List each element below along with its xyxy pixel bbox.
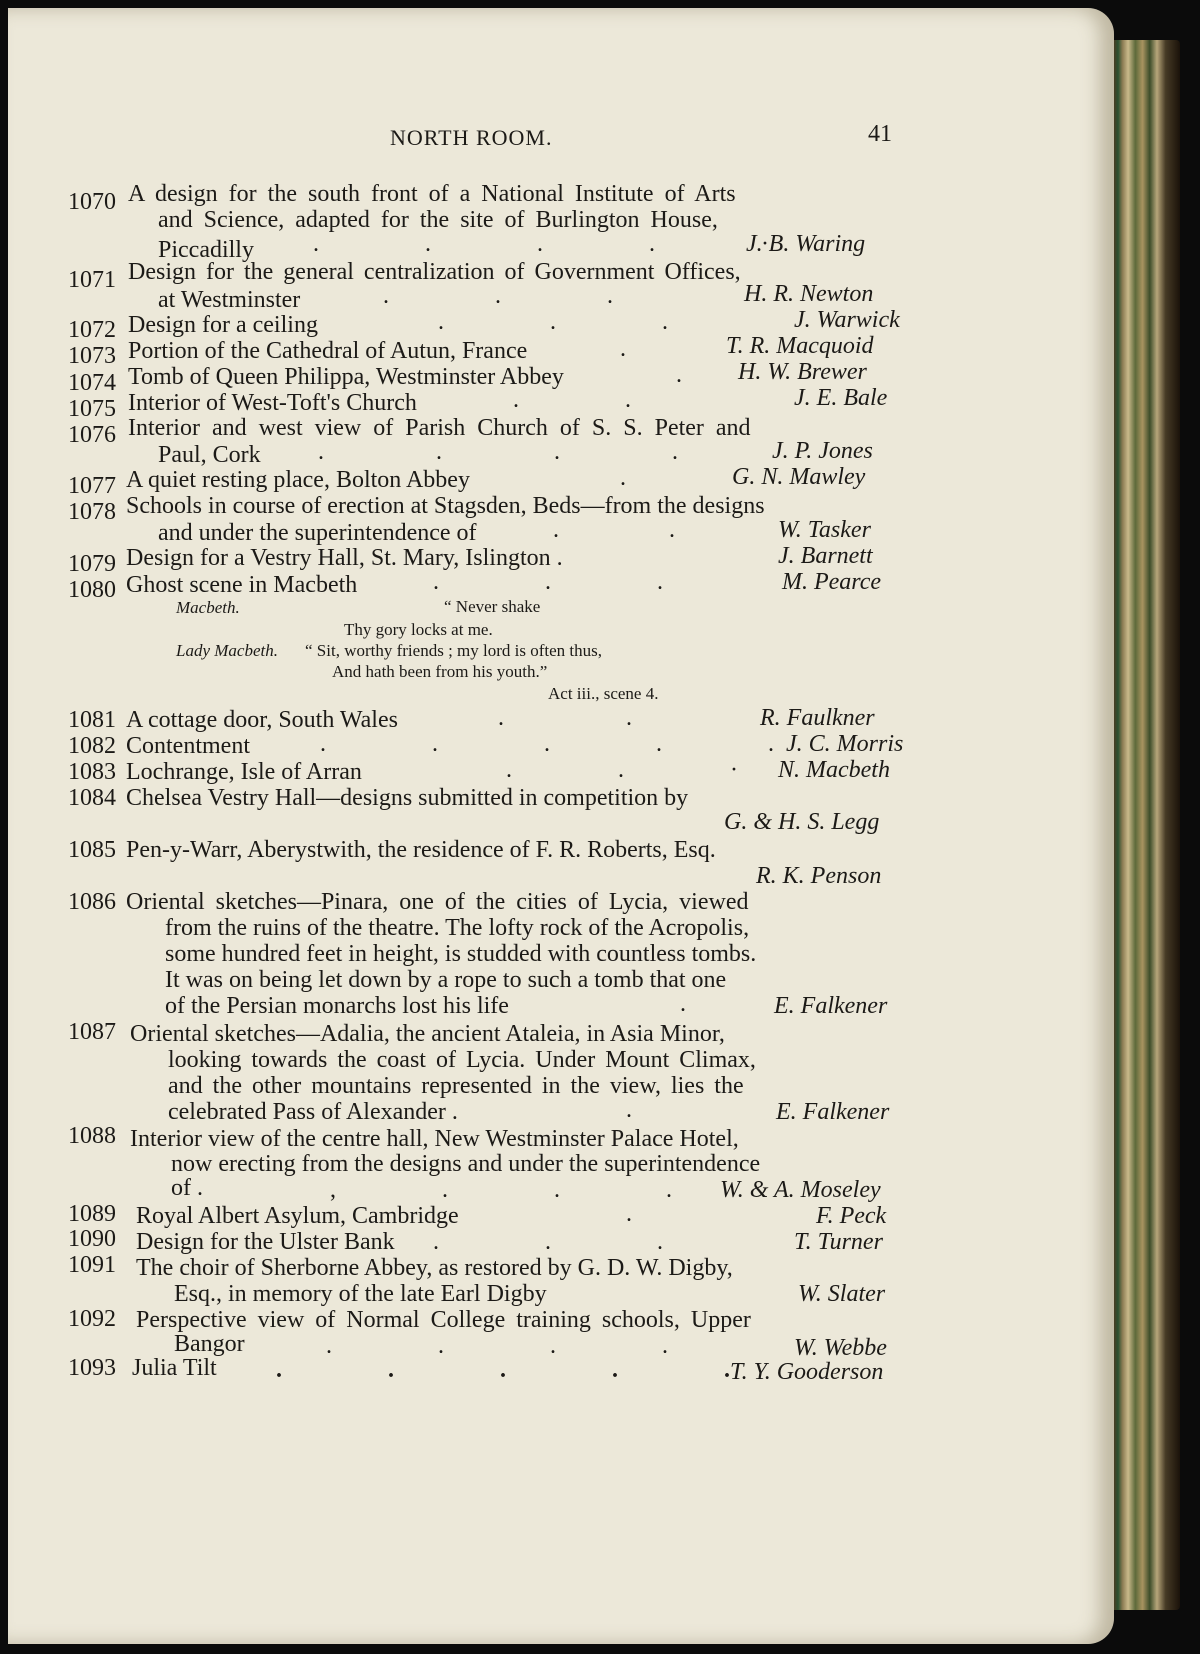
leader-dots: .	[680, 991, 686, 1017]
entry-title-line: some hundred feet in height, is studded with countless tombs.	[165, 941, 757, 967]
leader-dots: . . . . ·	[313, 231, 769, 257]
entry-title-line: Piccadilly	[158, 237, 254, 263]
entry-title-line: and under the superintendence of	[158, 520, 477, 546]
entry-title-line: It was on being let down by a rope to such a tomb that one	[165, 967, 727, 993]
entry-title-line: at Westminster	[158, 287, 301, 313]
quote-speaker: Macbeth.	[176, 598, 240, 617]
entry-title-line: Schools in course of erection at Stagsden, Beds—from the designs	[126, 493, 765, 519]
leader-dots: , . . .	[330, 1177, 672, 1203]
entry-number: 1083	[68, 759, 116, 785]
entry-artist: R. K. Penson	[756, 863, 882, 889]
entry-number: 1078	[68, 499, 116, 525]
leader-dots: .	[626, 1097, 632, 1123]
entry-number: 1077	[68, 473, 116, 499]
entry-artist: E. Falkener	[774, 993, 888, 1019]
entry-artist: G. & H. S. Legg	[724, 809, 880, 835]
book-edge-marbled	[1108, 40, 1180, 1610]
entry-title-line: of .	[171, 1175, 203, 1201]
entry-artist: J. B. Waring	[746, 231, 866, 257]
entry-number: 1081	[68, 707, 116, 733]
entry-number: 1084	[68, 785, 116, 811]
leader-dots: . . . . .	[276, 1357, 730, 1383]
entry-artist: E. Falkener	[776, 1099, 890, 1125]
entry-title-line: Design for the general centralization of Government Offices,	[128, 259, 741, 285]
leader-dots: .	[676, 362, 682, 388]
entry-number: 1086	[68, 889, 116, 915]
entry-artist: H. R. Newton	[744, 281, 874, 307]
entry-title-line: Tomb of Queen Philippa, Westminster Abbey	[128, 364, 564, 390]
entry-title-line: Design for a Vestry Hall, St. Mary, Islington .	[126, 545, 563, 571]
entry-number: 1085	[68, 837, 116, 863]
entry-artist: J. Warwick	[794, 307, 900, 333]
entry-title-line: Interior of West-Toft's Church	[128, 390, 417, 416]
entry-title-line: Royal Albert Asylum, Cambridge	[136, 1203, 459, 1229]
entry-artist: N. Macbeth	[778, 757, 890, 783]
leader-dots: .	[620, 336, 626, 362]
entry-number: 1088	[68, 1123, 116, 1149]
entry-title-line: Perspective view of Normal College training schools, Upper	[136, 1307, 751, 1333]
entry-artist: T. R. Macquoid	[726, 333, 874, 359]
entry-title-line: Oriental sketches—Adalia, the ancient Ataleia, in Asia Minor,	[130, 1021, 725, 1047]
leader-dots: . . .	[383, 283, 613, 309]
entry-artist: J. E. Bale	[794, 385, 888, 411]
entry-title-line: A cottage door, South Wales	[126, 707, 398, 733]
entry-artist: J. Barnett	[778, 543, 873, 569]
leader-dots: . . . .	[326, 1333, 668, 1359]
entry-title-line: Ghost scene in Macbeth	[126, 572, 358, 598]
entry-number: 1075	[68, 396, 116, 422]
entry-title-line: Pen-y-Warr, Aberystwith, the residence of F. R. Roberts, Esq.	[126, 837, 716, 863]
entry-artist: H. W. Brewer	[738, 359, 867, 385]
entry-artist: T. Turner	[794, 1229, 883, 1255]
leader-dots: . .	[513, 387, 631, 413]
entry-title-line: and the other mountains represented in the view, lies the	[168, 1073, 744, 1099]
entry-title-line: Esq., in memory of the late Earl Digby	[174, 1281, 547, 1307]
leader-dots: . . .	[433, 569, 663, 595]
entry-title-line: Chelsea Vestry Hall—designs submitted in competition by	[126, 785, 689, 811]
entry-title-line: and Science, adapted for the site of Burlington House,	[158, 207, 718, 233]
book-page	[8, 8, 1114, 1644]
entry-title-line: Contentment	[126, 733, 250, 759]
entry-artist: W. & A. Moseley	[720, 1177, 881, 1203]
entry-title-line: A design for the south front of a National Institute of Arts	[128, 181, 736, 207]
entry-number: 1089	[68, 1201, 116, 1227]
entry-artist: J. P. Jones	[772, 438, 873, 464]
entry-number: 1071	[68, 267, 116, 293]
leader-dots: . .	[553, 517, 675, 543]
entry-number: 1093	[68, 1355, 116, 1381]
entry-artist: M. Pearce	[782, 569, 882, 595]
entry-title-line: Bangor	[174, 1331, 245, 1357]
running-title: NORTH ROOM.	[390, 125, 553, 150]
leader-dots: . . .	[433, 1229, 663, 1255]
leader-dots: . . . . .	[320, 731, 774, 757]
entry-number: 1073	[68, 343, 116, 369]
leader-dots: . . ·	[506, 757, 738, 783]
entry-title-line: Julia Tilt	[132, 1355, 217, 1381]
entry-number: 1072	[68, 317, 116, 343]
entry-number: 1087	[68, 1019, 116, 1045]
entry-artist: G. N. Mawley	[732, 464, 866, 490]
quote-citation: Act iii., scene 4.	[548, 684, 659, 703]
entry-title-line: The choir of Sherborne Abbey, as restored by G. D. W. Digby,	[136, 1255, 733, 1281]
entry-title-line: Lochrange, Isle of Arran	[126, 759, 362, 785]
entry-number: 1091	[68, 1252, 116, 1278]
entry-title-line: Oriental sketches—Pinara, one of the cities of Lycia, viewed	[126, 889, 749, 915]
entry-number: 1080	[68, 577, 116, 603]
entry-title-line: Interior and west view of Parish Church of S. S. Peter and	[128, 415, 751, 441]
quote-line: “ Sit, worthy friends ; my lord is often thus,	[305, 641, 603, 660]
entry-artist: F. Peck	[816, 1203, 887, 1229]
entry-number: 1090	[68, 1226, 116, 1252]
entry-artist: T. Y. Gooderson	[730, 1359, 884, 1385]
leader-dots: .	[626, 1201, 632, 1227]
leader-dots: . . .	[438, 309, 668, 335]
entry-title-line: of the Persian monarchs lost his life	[165, 993, 509, 1019]
entry-number: 1076	[68, 422, 116, 448]
quote-line: “ Never shake	[444, 597, 541, 616]
entry-title-line: from the ruins of the theatre. The lofty rock of the Acropolis,	[165, 915, 750, 941]
entry-artist: J. C. Morris	[786, 731, 904, 757]
entry-number: 1082	[68, 733, 116, 759]
quote-line: Thy gory locks at me.	[344, 620, 493, 639]
entry-title-line: Paul, Cork	[158, 442, 261, 468]
leader-dots: . . . .	[318, 439, 678, 465]
entry-title-line: Interior view of the centre hall, New Westminster Palace Hotel,	[130, 1126, 739, 1152]
leader-dots: . .	[498, 705, 632, 731]
entry-number: 1070	[68, 189, 116, 215]
page-number: 41	[868, 121, 892, 147]
entry-artist: W. Webbe	[794, 1335, 887, 1361]
quote-speaker: Lady Macbeth.	[176, 641, 278, 660]
entry-title-line: now erecting from the designs and under the superintendence	[171, 1151, 761, 1177]
entry-artist: W. Tasker	[778, 517, 871, 543]
entry-title-line: Design for a ceiling	[128, 312, 318, 338]
entry-number: 1074	[68, 370, 116, 396]
leader-dots: .	[620, 465, 626, 491]
entry-title-line: looking towards the coast of Lycia. Under Mount Climax,	[168, 1047, 756, 1073]
entry-number: 1079	[68, 551, 116, 577]
entry-title-line: Portion of the Cathedral of Autun, France	[128, 338, 528, 364]
entry-artist: R. Faulkner	[760, 705, 875, 731]
entry-artist: W. Slater	[798, 1281, 886, 1307]
entry-number: 1092	[68, 1306, 116, 1332]
quote-line: And hath been from his youth.”	[332, 662, 548, 681]
entry-title-line: Design for the Ulster Bank	[136, 1229, 395, 1255]
entry-title-line: celebrated Pass of Alexander .	[168, 1099, 458, 1125]
entry-title-line: A quiet resting place, Bolton Abbey	[126, 467, 470, 493]
